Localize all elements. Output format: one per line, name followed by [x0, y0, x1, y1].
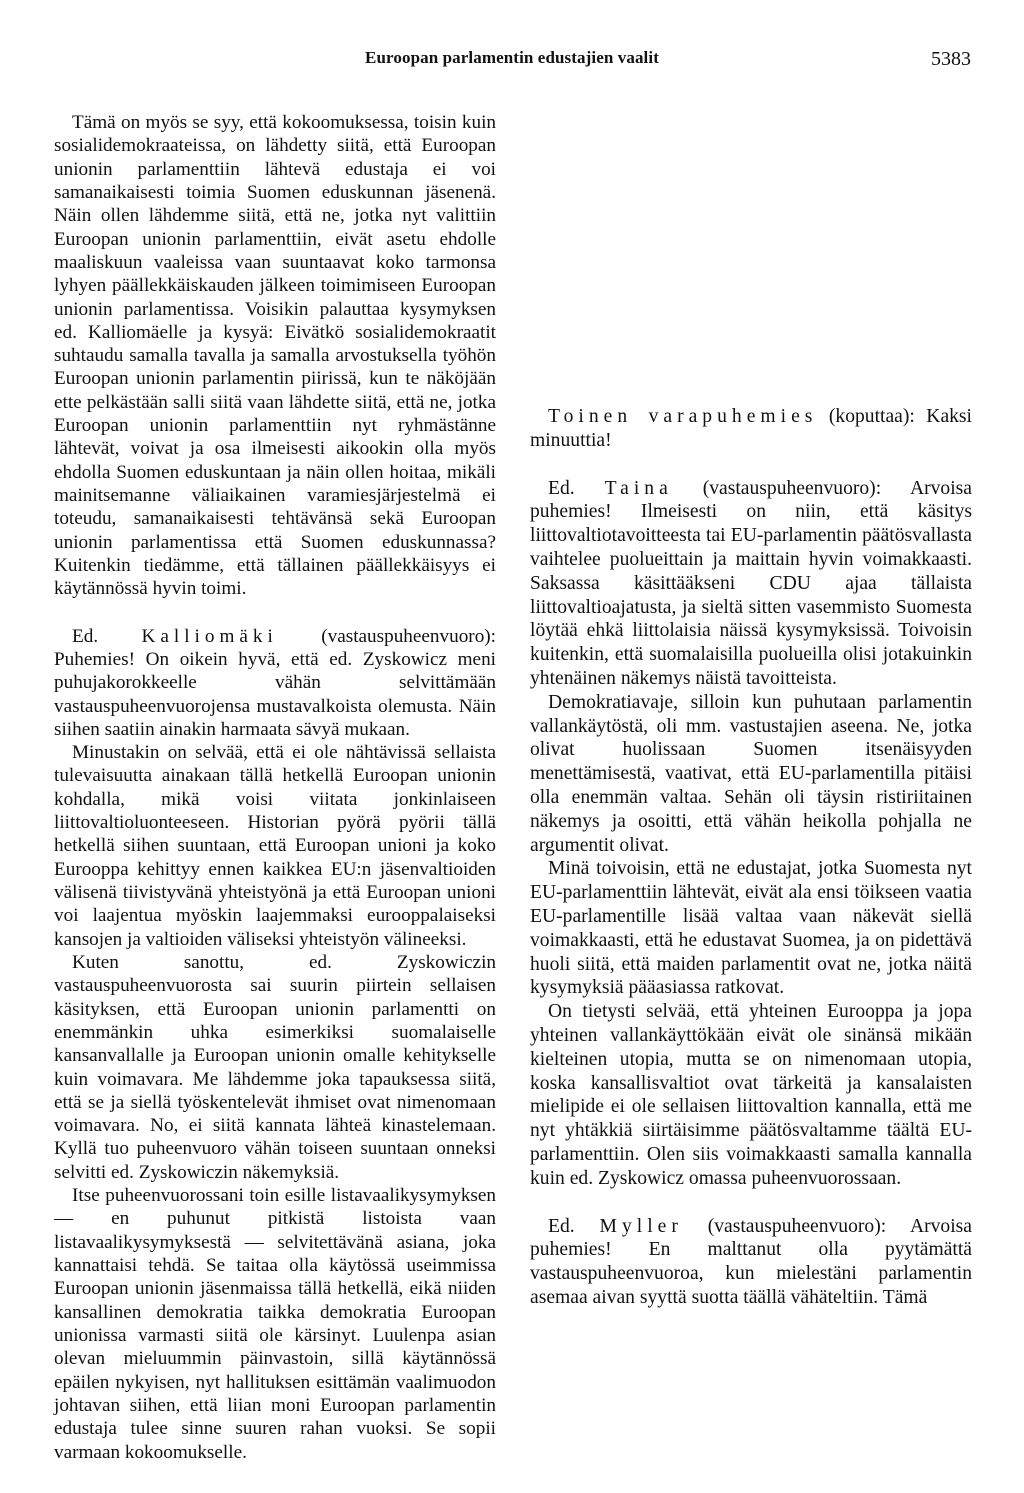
- paragraph: On tietysti selvää, että yhteinen Eurooppa ja jopa yhteinen vallankäyttökään eivät ole sinänsä mikään kielteinen utopia, mutta se on nimenomaan utopia, koska kansallisvaltiot ovat tärkeitä ja kansalaisten mielipide ei ole sellaisen liittovaltion kannalla, että me nyt yhtäkkiä siirtäisimme päätösvaltamme täältä EU-parlamenttiin. Olen siis voimakkaasti samalla kannalla kuin ed. Zyskowicz omassa puheenvuorossaan.: [530, 1001, 972, 1189]
- speaker-paragraph: [530, 1215, 972, 1310]
- right-column: [530, 111, 972, 1310]
- page-number: 5383: [931, 48, 971, 70]
- speaker-name: Myller: [599, 1215, 683, 1237]
- paragraph: Kuten sanottu, ed. Zyskowiczin vastauspuheenvuorosta sai suurin piirtein sellaisen käsityksen, että Euroopan unionin parlamentti on enemmänkin uhka esimerkiksi suomalaiselle kansanvallalle ja Euroopan unionin omalle kehitykselle kuin voimavara. Me lähdemme joka tapauksessa siitä, että se ja siellä työskentelevät ihmiset ovat nimenomaan voimavara. No, ei siitä kannata lähteä kinastelemaan. Kyllä tuo puheenvuoro vähän toiseen suuntaan onneksi selvitti ed. Zyskowiczin näkemyksiä.: [54, 951, 496, 1183]
- paragraph: Itse puheenvuorossani toin esille listavaalikysymyksen — en puhunut pitkistä listoista vaan listavaalikysymyksestä — selvitettävänä asiana, joka kannattaisi tehdä. Se taitaa olla käytössä useimmissa Euroopan unionin jäsenmaissa tällä hetkellä, eikä niiden kansallinen demokratia taikka demokratia Euroopan unionissa varmasti siitä ole kärsinyt. Luulenpa asian olevan mieluummin päinvastoin, sillä käytännössä epäilen nykyisen, nyt hallituksen esittämän vaalimuodon johtavan siihen, että liian moni Euroopan parlamentin edustaja tulee sinne suuren rahan vuoksi. Se sopii varmaan kokoomukselle.: [54, 1185, 496, 1463]
- speaker-name: Toinen varapuhemies: [548, 406, 818, 427]
- speech-text: (vastauspuheenvuoro): Arvoisa puhemies! Ilmeisesti on niin, että käsitys liittovaltiotavoitteesta tai EU-parlamentin päätösvallasta vaihtelee puolueittain ja maittain hyvin voimakkaasti. Saksassa käsittääkseni CDU ajaa tällaista liittovaltioajatusta, ja sieltä sitten vasemmisto Suomesta löytää ehkä liittolaisia näissä kysymyksissä. Toivoisin kuitenkin, että suomalaisilla puolueilla olisi jotakuinkin yhtenäinen näkemys näistä tavoitteista.: [530, 477, 972, 689]
- page-header: [0, 48, 1024, 78]
- speaker-paragraph: [530, 477, 972, 691]
- speaker-paragraph: [54, 625, 496, 742]
- speaker-paragraph: [530, 405, 972, 453]
- paragraph: Tämä on myös se syy, että kokoomuksessa, toisin kuin sosialidemokraateissa, on lähdetty siitä, että Euroopan unionin parlamenttiin lähtevä edustaja ei voi samanaikaisesti toimia Suomen eduskunnan jäsenenä. Näin ollen lähdemme siitä, että ne, jotka nyt valittiin Euroopan unionin parlamenttiin, eivät asetu ehdolle maaliskuun vaaleissa vaan suuntaavat koko tarmonsa lyhyen päällekkäiskauden jälkeen toimimiseen Euroopan unionin parlamentissa. Voisikin palauttaa kysymyksen ed. Kalliomäelle ja kysyä: Eivätkö sosialidemokraatit suhtaudu samalla tavalla ja samalla arvostuksella työhön Euroopan unionin parlamentin piirissä, kun te näköjään ette pelkästään salli siitä vaan lähdette siitä, että ne, jotka Euroopan unionin parlamenttiin nyt ryhmästänne lähtevät, voivat ja osa ilmeisesti aikookin olla myös ehdolla Suomen eduskuntaan ja näin ollen hoitaa, mikäli mainitsemanne väliaikainen varamiesjärjestelmä ei toteudu, samanaikaisesti tehtävänsä sekä Euroopan unionin parlamentissa että Suomen eduskunnassa? Kuitenkin tiedämme, että tällainen päällekkäisyys ei käytännössä hyvin toimi.: [54, 112, 496, 600]
- running-title: Euroopan parlamentin edustajien vaalit: [365, 48, 659, 67]
- speech-text: (vastauspuheenvuoro): Puhemies! On oikein hyvä, että ed. Zyskowicz meni puhujakorokkeelle vähän selvittämään vastauspuheenvuorojensa mustavalkoista olemusta. Näin siihen saatiin ainakin harmaata sävyä mukaan.: [54, 625, 497, 740]
- paragraph: Minustakin on selvää, että ei ole nähtävissä sellaista tulevaisuutta ainakaan tällä hetkellä Euroopan unionin kohdalla, mikä voisi viitata jonkinlaiseen liittovaltioluonteeseen. Historian pyörä pyörii tällä hetkellä siihen suuntaan, että Euroopan unioni ja koko Eurooppa kehittyy ennen kaikkea EU:n jäsenvaltioiden välisenä tiivistyvänä yhteistyönä ja että Euroopan unioni voi laajentua myöskin laajemmaksi eurooppalaiseksi kansojen ja valtioiden väliseksi yhteistyön välineeksi.: [54, 742, 496, 950]
- speaker-prefix: Ed.: [548, 1215, 575, 1237]
- left-column: [54, 111, 496, 1464]
- speaker-prefix: Ed.: [72, 625, 99, 647]
- speaker-prefix: Ed.: [548, 477, 575, 499]
- speaker-name: Kalliomäki: [141, 625, 278, 647]
- speech-text: (vastauspuheenvuoro): Arvoisa puhemies! En malttanut olla pyytämättä vastauspuheenvuoroa, kun mielestäni parlamentin asemaa aivan syyttä suotta täällä vähäteltiin. Tämä: [530, 1215, 972, 1308]
- paragraph: Demokratiavaje, silloin kun puhutaan parlamentin vallankäytöstä, oli mm. vastustajien aseena. Ne, jotka olivat huolissaan Suomen itsenäisyyden menettämisestä, vaativat, että EU-parlamentilla pitäisi olla enemmän valtaa. Sehän oli täysin ristiriitainen näkemys ja osoitti, että vähän heikolla pohjalla ne argumentit olivat.: [530, 691, 972, 856]
- paragraph: Minä toivoisin, että ne edustajat, jotka Suomesta nyt EU-parlamenttiin lähtevät, eivät ala ensi töikseen vaatia EU-parlamentille lisää valtaa vaan näkevät siellä voimakkaasti, että he edustavat Suomea, ja on pidettävä huoli siitä, että maiden parlamentit ovat ne, jotka näitä kysymyksiä pääasiassa ratkovat.: [530, 858, 972, 999]
- speech-text: (koputtaa): Kaksi minuuttia!: [530, 406, 973, 451]
- speaker-name: Taina: [604, 477, 673, 499]
